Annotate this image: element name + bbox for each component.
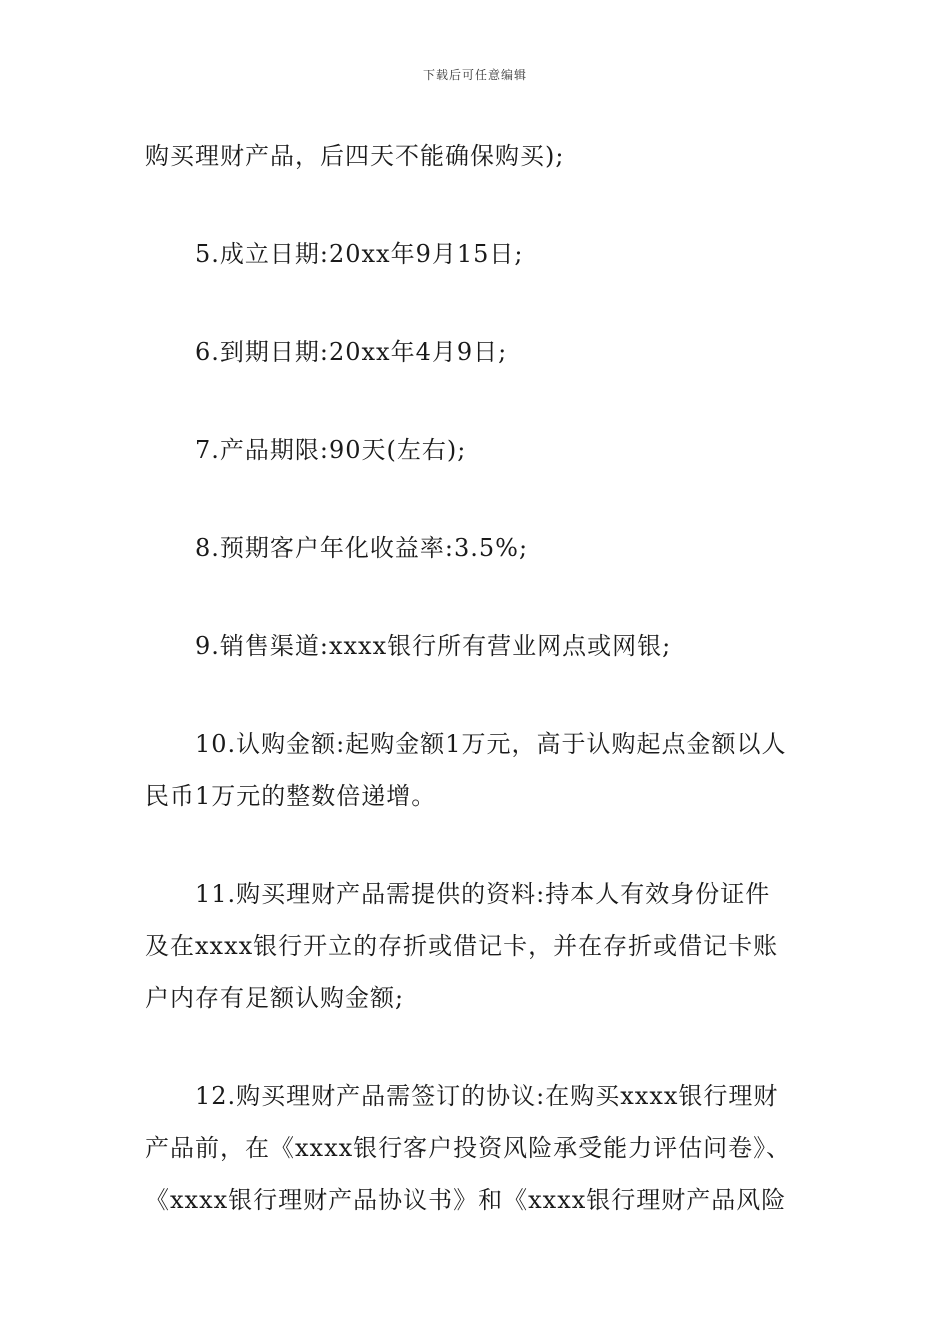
paragraph-gap: [145, 822, 825, 868]
paragraph-gap: [145, 672, 825, 718]
item-11-line-1: 11.购买理财产品需提供的资料:持本人有效身份证件: [195, 880, 771, 908]
item-11-line-2: 及在xxxx银行开立的存折或借记卡，并在存折或借记卡账: [145, 932, 779, 960]
paragraph-gap: [145, 476, 825, 522]
item-12-line-2: 产品前，在《xxxx银行客户投资风险承受能力评估问卷》、: [145, 1134, 792, 1162]
paragraph-line: 购买理财产品，后四天不能确保购买);: [145, 142, 565, 170]
paragraph-gap: [145, 1024, 825, 1070]
item-12-line-1: 12.购买理财产品需签订的协议:在购买xxxx银行理财: [195, 1082, 779, 1110]
item-7-line: 7.产品期限:90天(左右);: [195, 436, 467, 464]
item-9-line: 9.销售渠道:xxxx银行所有营业网点或网银;: [195, 632, 672, 660]
paragraph-gap: [145, 280, 825, 326]
paragraph-gap: [145, 378, 825, 424]
item-8-line: 8.预期客户年化收益率:3.5%;: [195, 534, 529, 562]
paragraph-gap: [145, 574, 825, 620]
item-5-line: 5.成立日期:20xx年9月15日;: [195, 240, 524, 268]
item-10-line-1: 10.认购金额:起购金额1万元，高于认购起点金额以人: [195, 730, 787, 758]
item-6-line: 6.到期日期:20xx年4月9日;: [195, 338, 508, 366]
paragraph-gap: [145, 182, 825, 228]
item-11-line-3: 户内存有足额认购金额;: [145, 984, 405, 1012]
document-body: [145, 130, 825, 1226]
page-header-note: 下载后可任意编辑: [422, 68, 527, 82]
item-10-line-2: 民币1万元的整数倍递增。: [145, 782, 437, 810]
item-12-line-3: 《xxxx银行理财产品协议书》和《xxxx银行理财产品风险: [145, 1186, 787, 1214]
